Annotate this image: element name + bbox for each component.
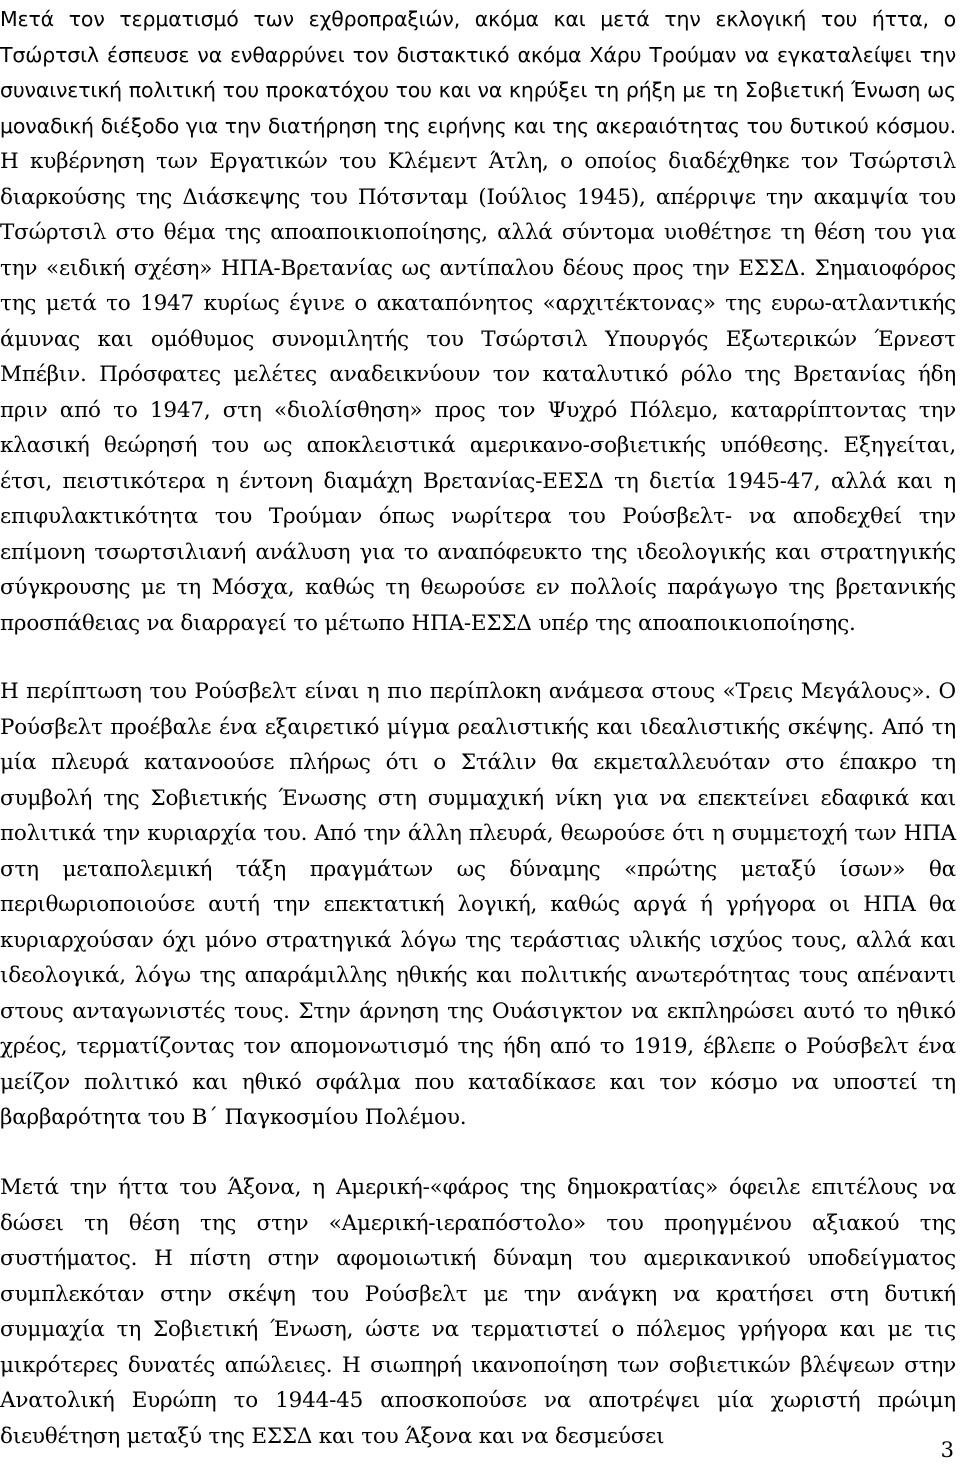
paragraph-3: Μετά την ήττα του Άξονα, η Αμερική-«φάρος της δημοκρατίας» όφειλε επιτέλους να δώσει τη θέση της στην «Αμερική-ιεραπόστολο» του προηγμένου αξιακού της συστήματος. Η πίστη στην αφομοιωτική δύναμη του αμερικανικού υποδείγματος συμπλεκόταν στην σκέψη του Ρούσβελτ με την ανάγκη να κρατήσει στη δυτική συμμαχία τη Σοβιετική Ένωση, ώστε να τερματιστεί ο πόλεμος γρήγορα και με τις μικρότερες δυνατές απώλειες. Η σιωπηρή ικανοποίηση των σοβιετικών βλέψεων στην Ανατολική Ευρώπη το 1944-45 αποσκοπούσε να αποτρέψει μία χωριστή πρώιμη διευθέτηση μεταξύ της ΕΣΣΔ και του Άξονα και να δεσμεύσει (0, 1175, 956, 1449)
page-number: 3 (940, 1438, 954, 1462)
paragraph-2: Η περίπτωση του Ρούσβελτ είναι η πιο περίπλοκη ανάμεσα στους «Τρεις Μεγάλους». Ο Ρούσβελτ προέβαλε ένα εξαιρετικό μίγμα ρεαλιστικής και ιδεαλιστικής σκέψης. Από τη μία πλευρά κατανοούσε πλήρως ότι ο Στάλιν θα εκμεταλλευόταν στο έπακρο τη συμβολή της Σοβιετικής Ένωσης στη συμμαχική νίκη για να επεκτείνει εδαφικά και πολιτικά την κυριαρχία του. Από την άλλη πλευρά, θεωρούσε ότι η συμμετοχή των ΗΠΑ στη μεταπολεμική τάξη πραγμάτων ως δύναμης «πρώτης μεταξύ ίσων» θα περιθωριοποιούσε αυτή την επεκτατική λογική, καθώς αργά ή γρήγορα οι ΗΠΑ θα κυριαρχούσαν όχι μόνο στρατηγικά λόγω της τεράστιας υλικής ισχύος τους, αλλά και ιδεολογικά, λόγω της απαράμιλλης ηθικής και πολιτικής ανωτερότητας τους απέναντι στους ανταγωνιστές τους. Στην άρνηση της Ουάσιγκτον να εκπληρώσει αυτό το ηθικό χρέος, τερματίζοντας τον απομονωτισμό της ήδη από το 1919, έβλεπε ο Ρούσβελτ ένα μείζον πολιτικό και ηθικό σφάλμα που καταδίκασε και τον κόσμο να υποστεί τη βαρβαρότητα του Β΄ Παγκοσμίου Πολέμου. (0, 679, 956, 1130)
paragraph-1-rest: Η κυβέρνηση των Εργατικών του Κλέμεντ Άτλη, ο οποίος διαδέχθηκε τον Τσώρτσιλ διαρκούσης της Διάσκεψης του Πότσνταμ (Ιούλιος 1945), απέρριψε την ακαμψία του Τσώρτσιλ στο θέμα της αποαποικιοποίησης, αλλά σύντομα υιοθέτησε τη θέση του για την «ειδική σχέση» ΗΠΑ-Βρετανίας ως αντίπαλου δέους προς την ΕΣΣΔ. Σημαιοφόρος της μετά το 1947 κυρίως έγινε ο ακαταπόνητος «αρχιτέκτονας» της ευρω-ατλαντικής άμυνας και ομόθυμος συνομιλητής του Τσώρτσιλ Υπουργός Εξωτερικών Έρνεστ Μπέβιν. Πρόσφατες μελέτες αναδεικνύουν τον καταλυτικό ρόλο της Βρετανίας ήδη πριν από το 1947, στη «διολίσθηση» προς τον Ψυχρό Πόλεμο, καταρρίπτοντας την κλασική θεώρησή του ως αποκλειστικά αμερικανο-σοβιετικής υπόθεσης. Εξηγείται, έτσι, πειστικότερα η έντονη διαμάχη Βρετανίας-ΕΕΣΔ τη διετία 1945-47, αλλά και η επιφυλακτικότητα του Τρούμαν όπως νωρίτερα του Ρούσβελτ- να αποδεχθεί την επίμονη τσωρτσιλιανή ανάλυση για το αναπόφευκτο της ιδεολογικής και στρατηγικής σύγκρουσης με τη Μόσχα, καθώς τη θεωρούσε εν πολλοίς παράγωγο της βρετανικής προσπάθειας να διαρραγεί το μέτωπο ΗΠΑ-ΕΣΣΔ υπέρ της αποαποικιοποίησης. (0, 149, 956, 636)
paragraph-1-lead: Μετά τον τερματισμό των εχθροπραξιών, ακόμα και μετά την εκλογική του ήττα, ο Τσώρτσιλ έσπευσε να ενθαρρύνει τον διστακτικό ακόμα Χάρυ Τρούμαν να εγκαταλείψει την συναινετική πολιτική του προκατόχου του και να κηρύξει τη ρήξη με τη Σοβιετική Ένωση ως μοναδική διέξοδο για την διατήρηση της ειρήνης και της ακεραιότητας του δυτικού κόσμου. (0, 7, 956, 138)
paragraph-1 (0, 2, 956, 641)
